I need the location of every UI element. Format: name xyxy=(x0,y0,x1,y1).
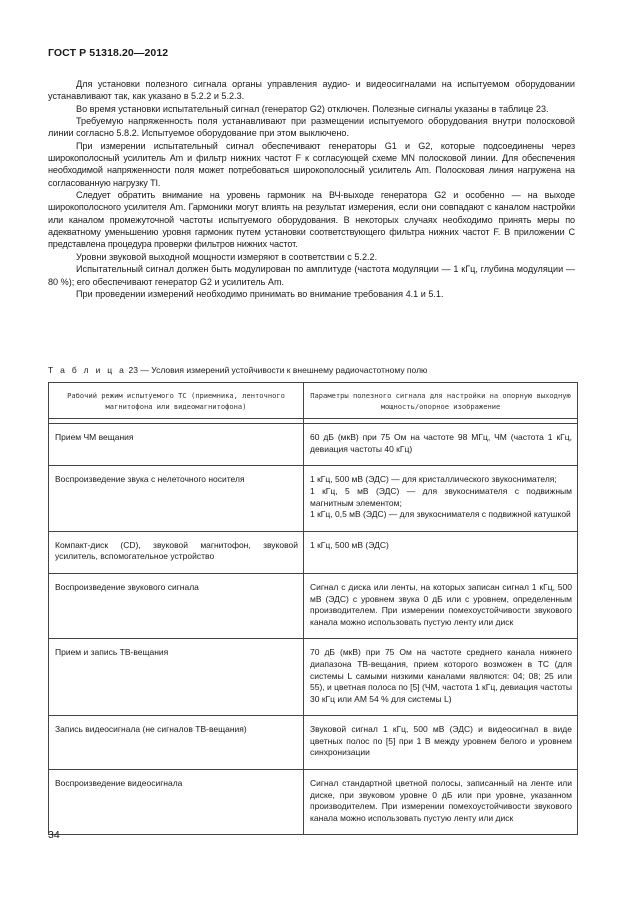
table-header-row xyxy=(49,383,578,419)
params-line: 1 кГц, 5 мВ (ЭДС) — для звукоснимателя с подвижным магнитным элементом; xyxy=(310,485,572,508)
table-row xyxy=(49,424,578,466)
table-caption-number: 23 xyxy=(128,365,139,375)
mode-cell: Прием ЧМ вещания xyxy=(49,424,304,466)
params-line: 1 кГц, 0,5 мВ (ЭДС) — для звукоснимателя с подвижной катушкой xyxy=(310,509,571,520)
paragraph: При проведении измерений необходимо принимать во внимание требования 4.1 и 5.1. xyxy=(76,288,444,299)
table-caption-prefix: Т а б л и ц а xyxy=(48,365,127,375)
params-line: 1 кГц, 500 мВ (ЭДС) — для кристаллического звукоснимателя; xyxy=(310,474,557,485)
table-caption-title: — Условия измерений устойчивости к внешнему радиочастотному полю xyxy=(138,365,428,375)
document-header: ГОСТ Р 51318.20—2012 xyxy=(48,47,169,59)
mode-cell: Компакт-диск (CD), звуковой магнитофон, звуковой усилитель, вспомогательное устройство xyxy=(49,531,304,573)
params-cell: Сигнал с диска или ленты, на которых записан сигнал 1 кГц, 500 мВ (ЭДС) с уровнем звука 0 дБ или с уровнем, определенным производителем. При измерении помехоустойчивости звукового канала можно использовать пустую ленту или диск xyxy=(304,573,578,638)
mode-cell: Воспроизведение видеосигнала xyxy=(49,770,304,835)
mode-cell: Прием и запись ТВ-вещания xyxy=(49,639,304,716)
table-row xyxy=(49,716,578,770)
params-cell xyxy=(304,466,578,531)
mode-cell: Запись видеосигнала (не сигналов ТВ-вещания) xyxy=(49,716,304,770)
table-row xyxy=(49,770,578,835)
column-header-params: Параметры полезного сигнала для настройки на опорную выходную мощность/опорное изображение xyxy=(304,383,578,419)
table-row xyxy=(49,639,578,716)
table-caption xyxy=(48,365,588,375)
paragraph: Для установки полезного сигнала органы управления аудио- и видеосигналами на испытуемом оборудовании устанавливают так, как указано в 5.2.2 и 5.2.3. xyxy=(48,79,575,102)
page-number: 34 xyxy=(48,829,60,841)
mode-cell: Воспроизведение звукового сигнала xyxy=(49,573,304,638)
paragraph: При измерении испытательный сигнал обеспечивают генераторы G1 и G2, которые подсоединены через широкополосный усилитель Am и фильтр нижних частот F к согласующей схеме MN полосковой линии. Для обеспечения необходимой напряженности поля может потребоваться широкополосный усилитель Am. Полосковая линия нагружена на согласованную нагрузку TI. xyxy=(48,140,575,188)
conditions-table xyxy=(48,382,578,835)
table-row xyxy=(49,466,578,531)
table-row xyxy=(49,573,578,638)
params-cell: Сигнал стандартной цветной полосы, записанный на ленте или диске, при звуковом уровне 0 дБ или при уровне, указанном производителем. При измерении помехоустойчивости звукового канала можно использовать пустую ленту или диск xyxy=(304,770,578,835)
paragraph: Испытательный сигнал должен быть модулирован по амплитуде (частота модуляции — 1 кГц, глубина модуляции — 80 %); его обеспечивают генератор G2 и усилитель Am. xyxy=(48,264,575,287)
params-cell: 60 дБ (мкВ) при 75 Ом на частоте 98 МГц, ЧМ (частота 1 кГц, девиация частоты 40 кГц) xyxy=(304,424,578,466)
column-header-mode: Рабочий режим испытуемого ТС (приемника, ленточного магнитофона или видеомагнитофона) xyxy=(49,383,304,419)
paragraph: Требуемую напряженность поля устанавливают при размещении испытуемого оборудования внутри полосковой линии согласно 5.8.2. Испытуемое оборудование при этом выключено. xyxy=(48,116,575,139)
params-cell: 70 дБ (мкВ) при 75 Ом на частоте среднего канала нижнего диапазона ТВ-вещания, прием которого возможен в ТС (для системы L самыми низкими каналами являются: 04; 08; 25 или 55), и цветная полоса по [5] (ЧМ, частота 1 кГц, девиация частоты 30 кГц или АМ 54 % для системы L) xyxy=(304,639,578,716)
mode-cell: Воспроизведение звука с нелеточного носителя xyxy=(49,466,304,531)
paragraph: Уровни звуковой выходной мощности измеряют в соответствии с 5.2.2. xyxy=(76,251,378,262)
paragraph: Следует обратить внимание на уровень гармоник на ВЧ-выходе генератора G2 и особенно — на выходе широкополосного усилителя Am. Гармоники могут влиять на результат измерения, если они совпадают с каналом настройки или каналом промежуточной частоты испытуемого оборудования. В некоторых случаях необходимо принять меры по адекватному уменьшению уровня гармоник путем установки соответствующего фильтра нижних частот F. В приложении С представлена процедура проверки фильтров нижних частот. xyxy=(48,190,575,250)
params-cell: 1 кГц, 500 мВ (ЭДС) xyxy=(304,531,578,573)
table-row xyxy=(49,531,578,573)
params-cell: Звуковой сигнал 1 кГц, 500 мВ (ЭДС) и видеосигнал в виде цветных полос по [5] при 1 В между уровнем белого и уровнем синхронизации xyxy=(304,716,578,770)
paragraph: Во время установки испытательный сигнал (генератор G2) отключен. Полезные сигналы указаны в таблице 23. xyxy=(76,103,549,114)
body-text xyxy=(48,78,575,300)
